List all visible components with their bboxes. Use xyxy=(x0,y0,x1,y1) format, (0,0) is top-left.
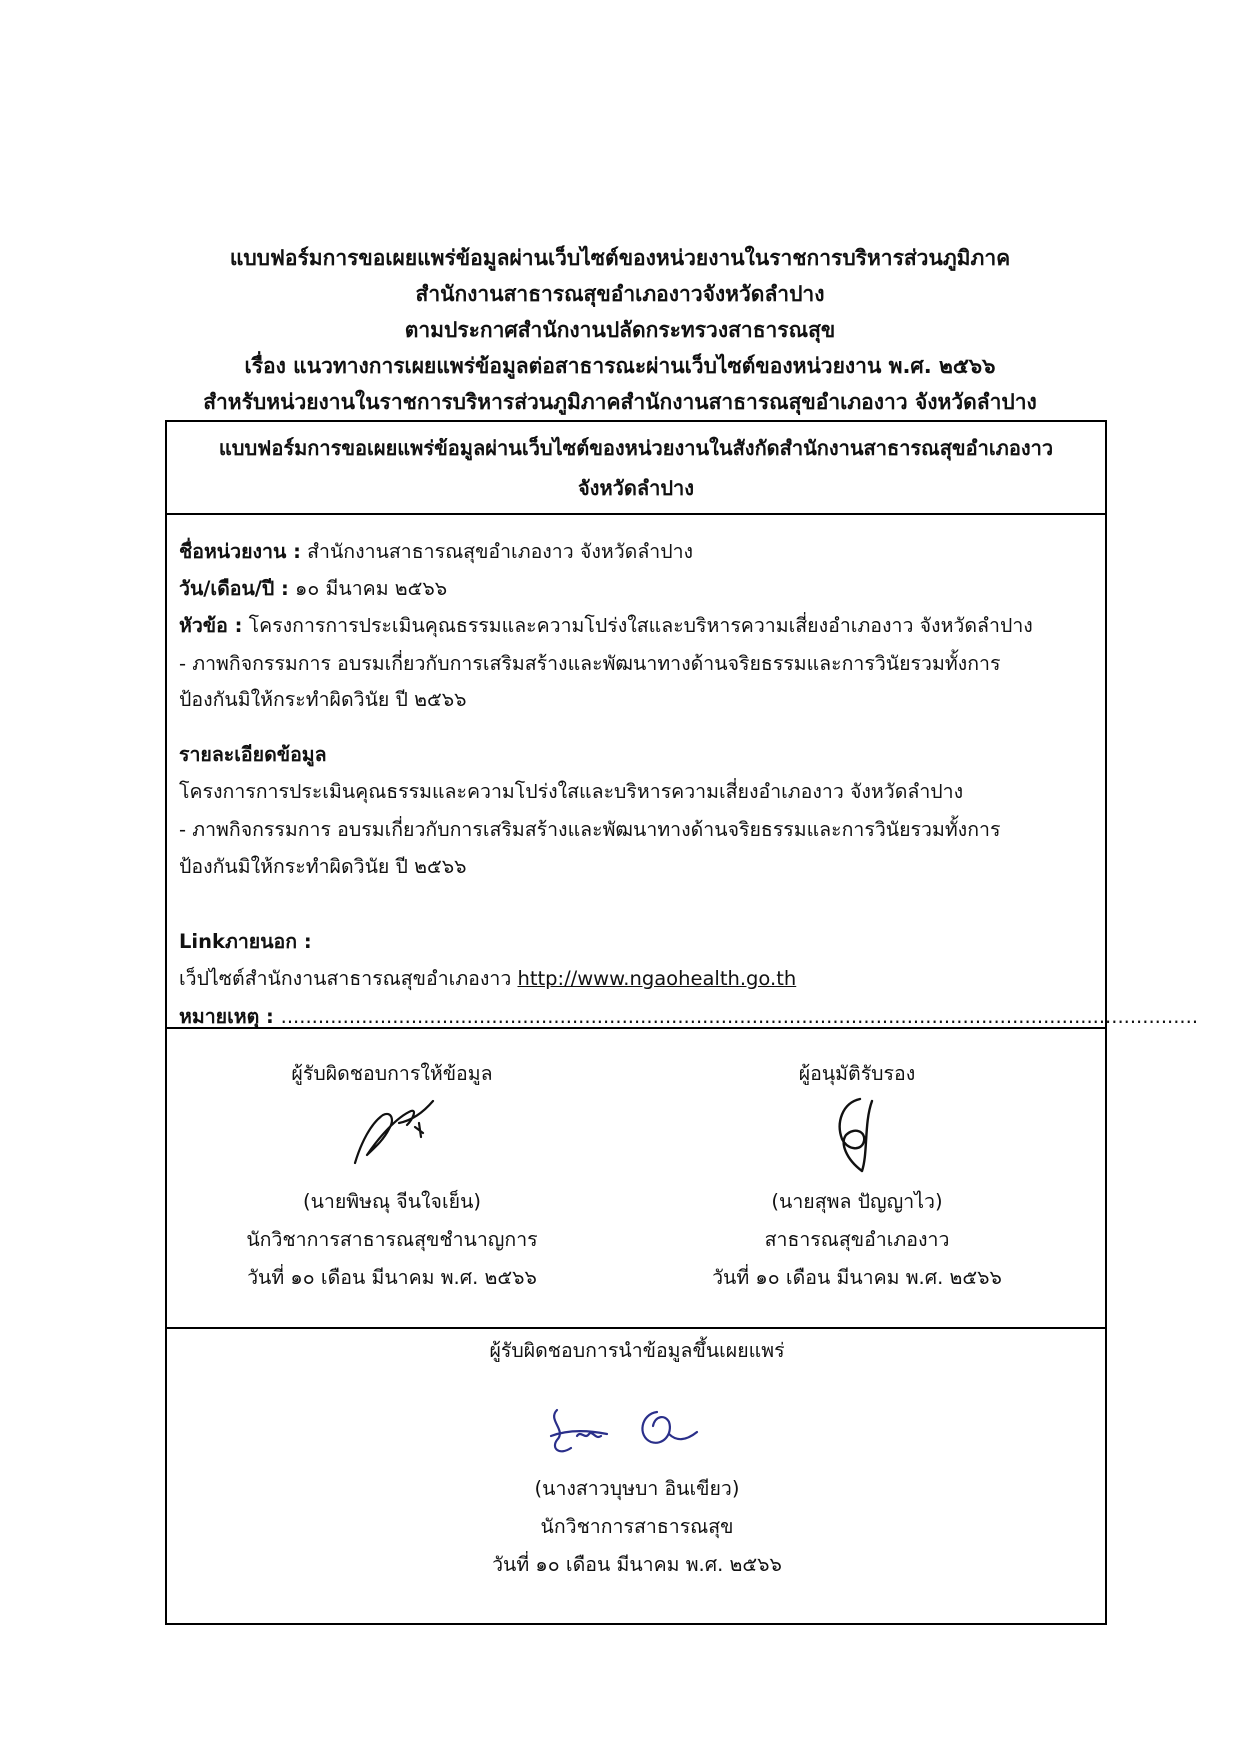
detail-line-3: ป้องกันมิให้กระทำผิดวินัย ปี ๒๕๖๖ xyxy=(179,855,467,878)
document-header xyxy=(0,240,1240,420)
website-link[interactable]: http://www.ngaohealth.go.th xyxy=(517,967,797,990)
subject-label: หัวข้อ : xyxy=(179,614,243,637)
link-row xyxy=(179,964,796,994)
form-title-line-2: จังหวัดลำปาง xyxy=(577,476,695,500)
right-sign-title: ผู้อนุมัติรับรอง xyxy=(798,1062,916,1085)
link-prefix: เว็ปไซต์สำนักงานสาธารณสุขอำเภองาว xyxy=(179,967,518,990)
signature-left-icon xyxy=(337,1093,447,1183)
form-title xyxy=(167,422,1105,515)
right-sign-name: (นายสุพล ปัญญาไว) xyxy=(771,1190,943,1213)
detail-line-1: โครงการการประเมินคุณธรรมและความโปร่งใสและบริหารความเสี่ยงอำเภองาว จังหวัดลำปาง xyxy=(179,780,964,803)
date-value: ๑๐ มีนาคม ๒๕๖๖ xyxy=(288,577,448,600)
detail-label: รายละเอียดข้อมูล xyxy=(179,743,327,766)
bottom-sign-name: (นางสาวบุษบา อินเขียว) xyxy=(534,1477,740,1500)
form-box xyxy=(165,420,1199,1625)
left-sign-name: (นายพิษณุ จีนใจเย็น) xyxy=(302,1190,482,1213)
signature-bottom-icon xyxy=(537,1390,737,1470)
note-value: .................................................................................................................................................... xyxy=(280,1005,1199,1028)
header-line-5: สำหรับหน่วยงานในราชการบริหารส่วนภูมิภาคสำนักงานสาธารณสุขอำเภองาว จังหวัดลำปาง xyxy=(203,390,1037,414)
bottom-sign-title: ผู้รับผิดชอบการนำข้อมูลขึ้นเผยแพร่ xyxy=(489,1339,785,1362)
header-line-3: ตามประกาศสำนักงานปลัดกระทรวงสาธารณสุข xyxy=(404,318,836,342)
form-info-section xyxy=(167,515,1199,1452)
section-divider-bottom xyxy=(167,1327,1105,1329)
bottom-sign-date: วันที่ ๑๐ เดือน มีนาคม พ.ศ. ๒๕๖๖ xyxy=(492,1553,782,1576)
section-divider xyxy=(167,1027,1105,1029)
subject-line-2: - ภาพกิจกรรมการ อบรมเกี่ยวกับการเสริมสร้างและพัฒนาทางด้านจริยธรรมและการวินัยรวมทั้งการ xyxy=(179,652,1001,675)
date-label: วัน/เดือน/ปี : xyxy=(179,577,289,600)
subject-line-3: ป้องกันมิให้กระทำผิดวินัย ปี ๒๕๖๖ xyxy=(179,688,467,711)
left-sign-date: วันที่ ๑๐ เดือน มีนาคม พ.ศ. ๒๕๖๖ xyxy=(247,1266,537,1289)
right-sign-date: วันที่ ๑๐ เดือน มีนาคม พ.ศ. ๒๕๖๖ xyxy=(712,1266,1002,1289)
signature-block-left xyxy=(172,1055,612,1297)
left-sign-position: นักวิชาการสาธารณสุขชำนาญการ xyxy=(246,1228,538,1251)
form-title-line-1: แบบฟอร์มการขอเผยแพร่ข้อมูลผ่านเว็บไซต์ของหน่วยงานในสังกัดสำนักงานสาธารณสุขอำเภองาว xyxy=(218,436,1054,460)
detail-line-2: - ภาพกิจกรรมการ อบรมเกี่ยวกับการเสริมสร้างและพัฒนาทางด้านจริยธรรมและการวินัยรวมทั้งการ xyxy=(179,818,1001,841)
bottom-sign-position: นักวิชาการสาธารณสุข xyxy=(540,1515,734,1538)
date-row xyxy=(179,574,447,604)
agency-value: สำนักงานสาธารณสุขอำเภองาว จังหวัดลำปาง xyxy=(300,540,694,563)
note-label: หมายเหตุ : xyxy=(179,1005,281,1028)
right-sign-position: สาธารณสุขอำเภองาว xyxy=(764,1228,950,1251)
header-line-1: แบบฟอร์มการขอเผยแพร่ข้อมูลผ่านเว็บไซต์ของหน่วยงานในราชการบริหารส่วนภูมิภาค xyxy=(229,246,1011,270)
header-line-2: สำนักงานสาธารณสุขอำเภองาวจังหวัดลำปาง xyxy=(415,282,825,306)
header-line-4: เรื่อง แนวทางการเผยแพร่ข้อมูลต่อสาธารณะผ่านเว็บไซต์ของหน่วยงาน พ.ศ. ๒๕๖๖ xyxy=(244,354,996,378)
signature-block-bottom xyxy=(417,1332,857,1584)
signature-right-icon xyxy=(802,1093,912,1183)
subject-value: โครงการการประเมินคุณธรรมและความโปร่งใสและบริหารความเสี่ยงอำเภองาว จังหวัดลำปาง xyxy=(242,614,1033,637)
link-label: Linkภายนอก : xyxy=(179,930,312,953)
agency-row xyxy=(179,537,693,567)
signature-block-right xyxy=(637,1055,1077,1297)
subject-row xyxy=(179,611,1033,641)
left-sign-title: ผู้รับผิดชอบการให้ข้อมูล xyxy=(291,1062,493,1085)
agency-label: ชื่อหน่วยงาน : xyxy=(179,540,301,563)
